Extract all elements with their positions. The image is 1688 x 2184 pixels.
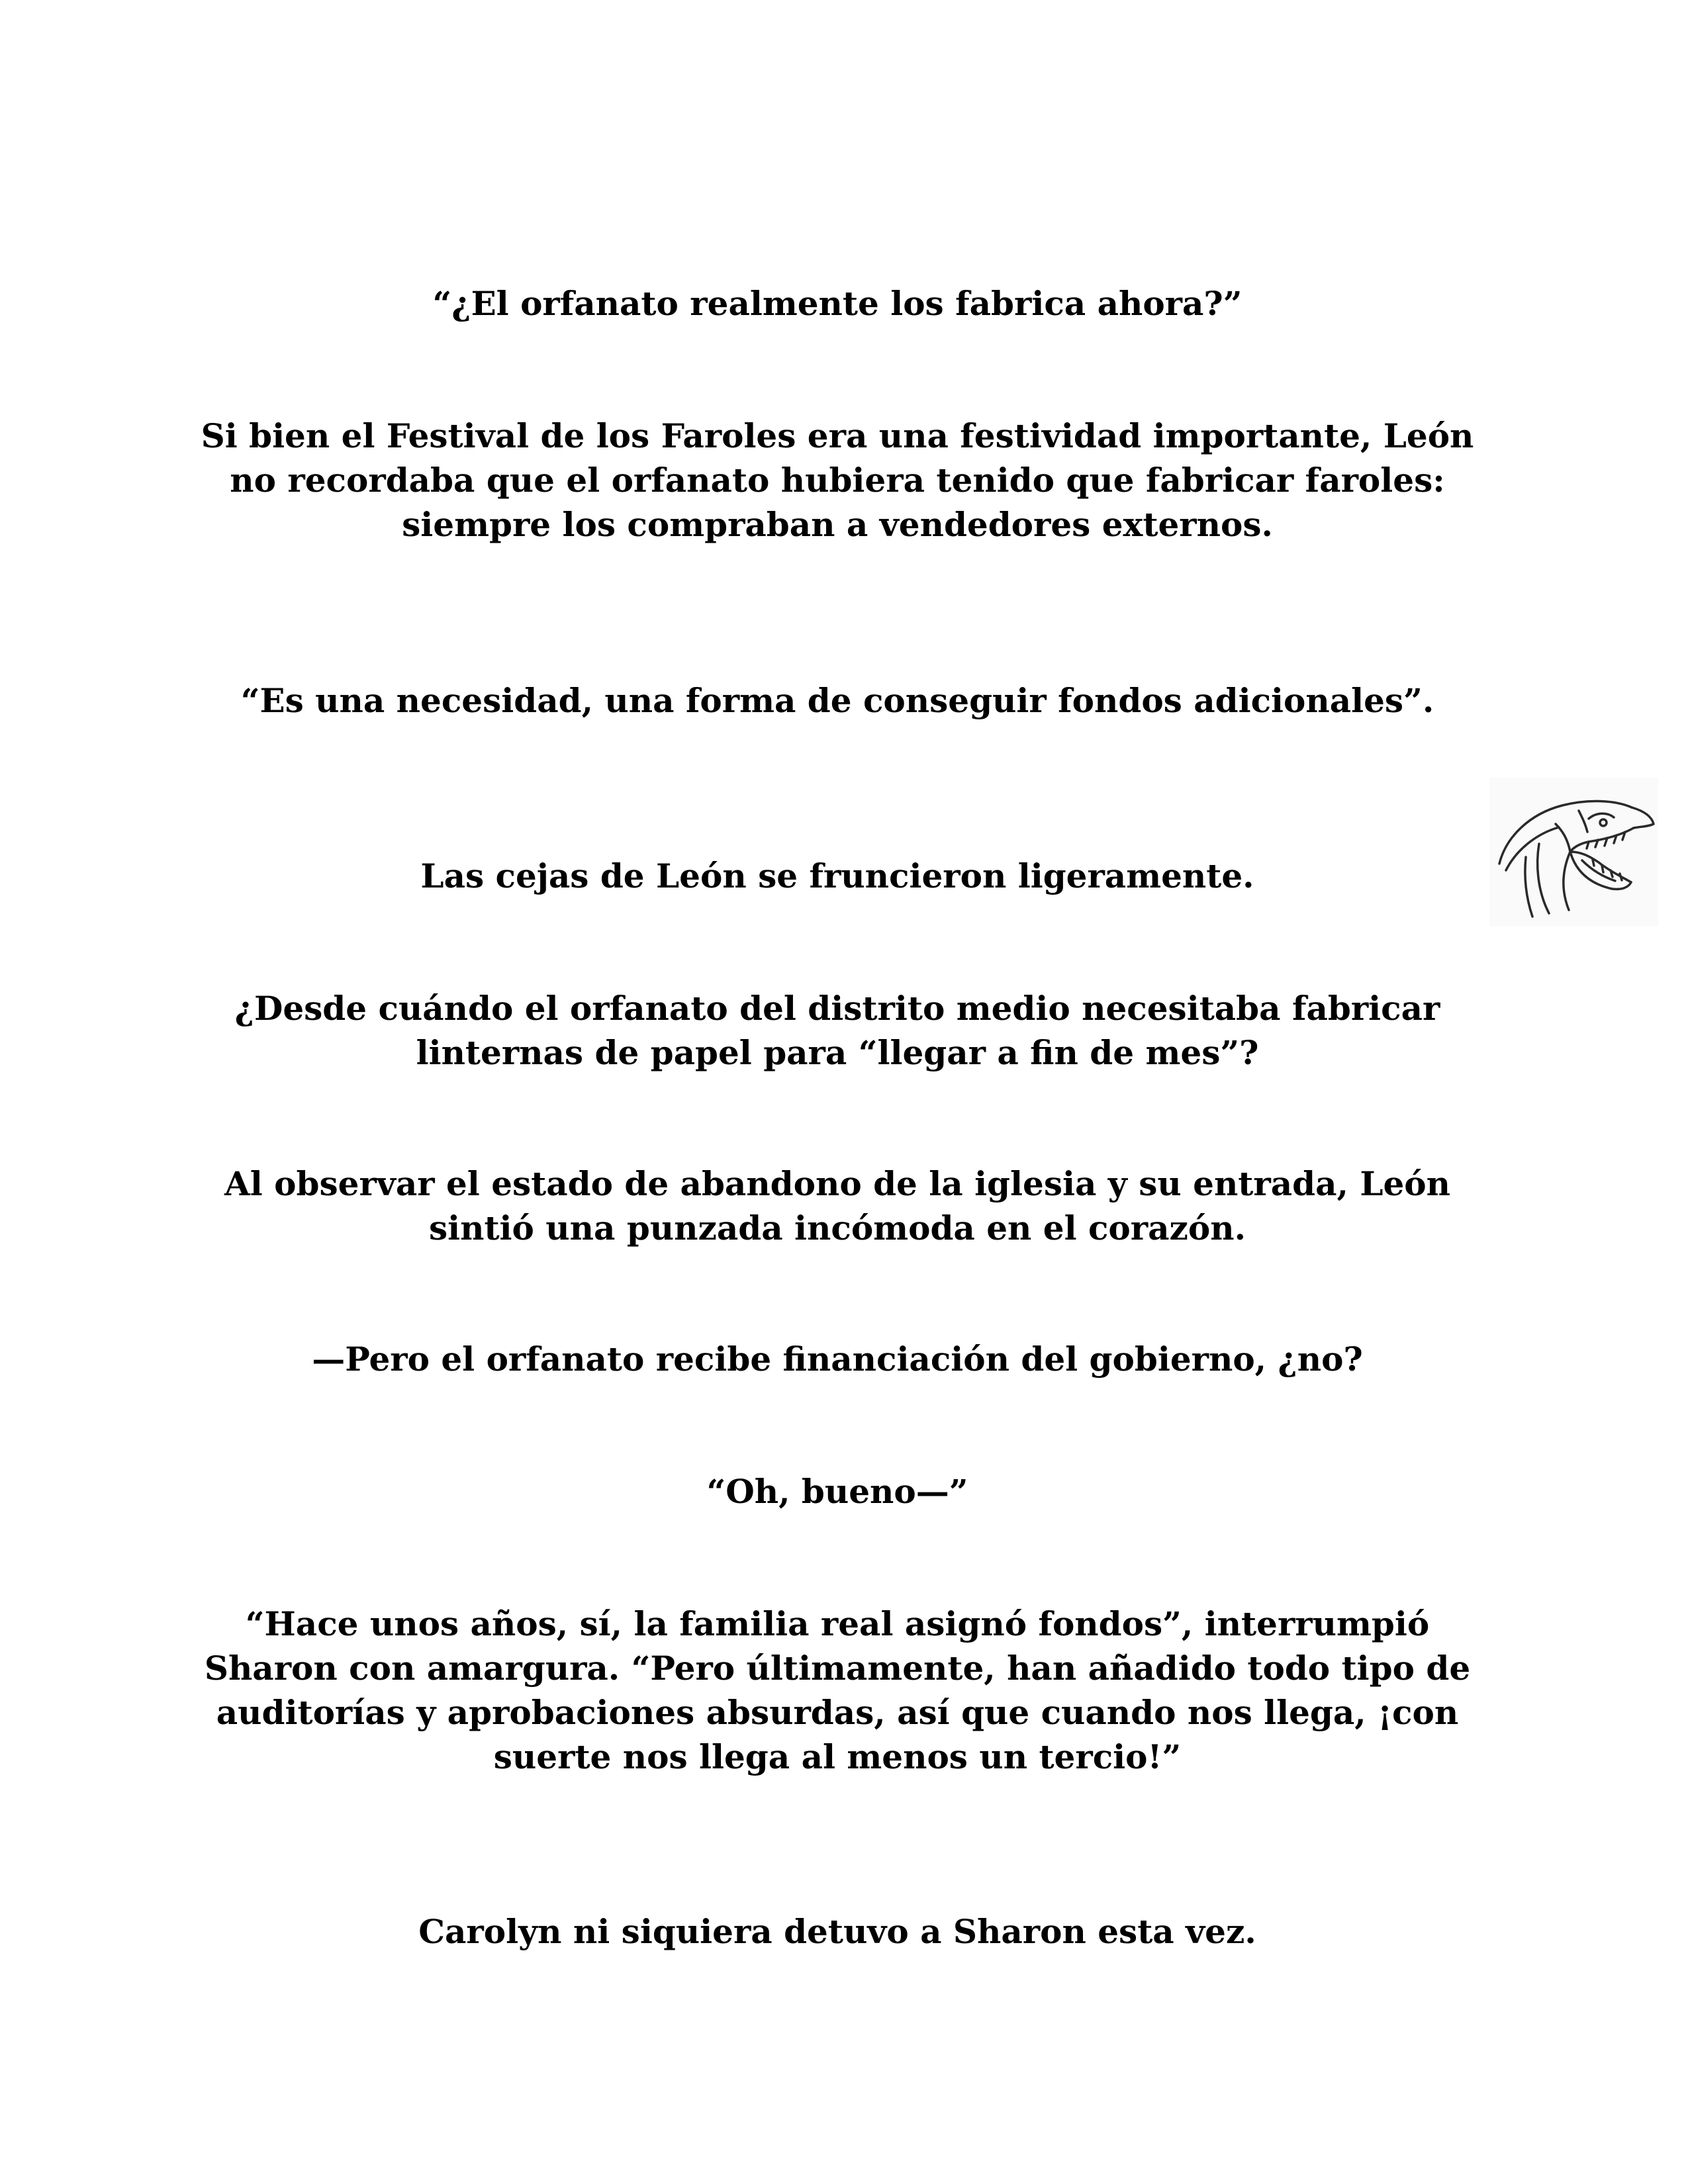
paragraph-2: Si bien el Festival de los Faroles era una festividad importante, León no recordaba que el orfanato hubiera tenido que fabricar faroles: siempre los compraban a vendedores externos. [201, 416, 1474, 544]
paragraph-1: “¿El orfanato realmente los fabrica ahora?” [432, 284, 1243, 323]
paragraph-4: Las cejas de León se fruncieron ligeramente. [420, 856, 1254, 895]
paragraph-10: Carolyn ni siquiera detuvo a Sharon esta vez. [418, 1912, 1256, 1951]
paragraph-9: “Hace unos años, sí, la familia real asignó fondos”, interrumpió Sharon con amargura. “Pero últimamente, han añadido todo tipo de auditorías y aprobaciones absurdas, así que cuando nos llega, ¡con suerte nos llega al menos un tercio!” [204, 1604, 1471, 1776]
paragraph-7: —Pero el orfanato recibe financiación del gobierno, ¿no? [312, 1340, 1363, 1379]
paragraph-8: “Oh, bueno—” [706, 1472, 968, 1511]
paragraph-5: ¿Desde cuándo el orfanato del distrito medio necesitaba fabricar linternas de papel para “llegar a fin de mes”? [234, 989, 1440, 1072]
paragraph-6: Al observar el estado de abandono de la iglesia y su entrada, León sintió una punzada incómoda en el corazón. [224, 1164, 1450, 1248]
paragraph-3: “Es una necesidad, una forma de conseguir fondos adicionales”. [240, 681, 1434, 720]
dinosaur-head-icon [1489, 778, 1658, 927]
